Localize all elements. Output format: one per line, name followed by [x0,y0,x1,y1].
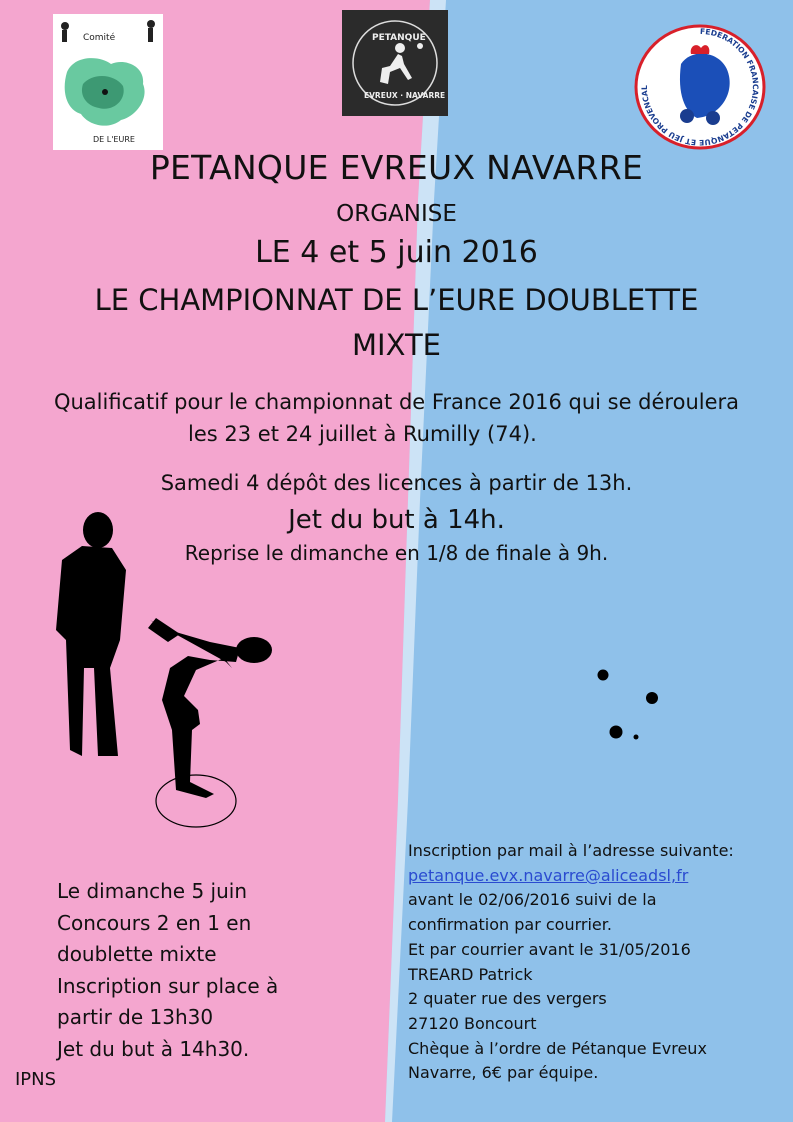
inscription-deadline: avant le 02/06/2016 suivi de la [408,890,657,910]
throwing-player-silhouette [148,618,272,798]
sunday-contest-line: Le dimanche 5 juin [57,879,247,903]
club-logo-top-text: PETANQUE [372,33,426,43]
comite-logo-top-text: Comité [83,33,116,43]
cochonnet [634,735,639,740]
inscription-mail-deadline: Et par courrier avant le 31/05/2016 [408,939,691,959]
players-illustration [0,500,793,840]
qualification-line1: Qualificatif pour le championnat de France 2016 qui se déroulera [53,390,740,414]
inscription-confirmation: confirmation par courrier. [408,915,612,935]
organise-label: ORGANISE [336,201,457,227]
jet-du-but-time: Jet du but à 14h. [288,505,505,535]
contact-name: TREARD Patrick [408,964,533,984]
sunday-contest-line: Concours 2 en 1 en [57,910,252,935]
sunday-contest-block [57,876,278,1065]
event-date: LE 4 et 5 juin 2016 [255,235,538,270]
club-logo-bottom-text: EVREUX · NAVARRE [364,91,446,100]
qualification-line2: les 23 et 24 juillet à Rumilly (74). [188,422,537,446]
saturday-schedule: Samedi 4 dépôt des licences à partir de 13h. [160,471,633,495]
payment-instructions-line1: Chèque à l’ordre de Pétanque Evreux [408,1038,707,1058]
club-logo [342,10,448,116]
ffpjp-federation-logo [633,24,767,150]
boule [610,726,623,739]
sunday-contest-line: doublette mixte [57,942,217,966]
ipns-mention: IPNS [15,1069,57,1090]
sunday-contest-line: Inscription sur place à [57,973,279,998]
throwing-circle [156,775,236,827]
comite-eure-logo [53,14,163,150]
inscription-block [408,839,734,1086]
contact-city: 27120 Boncourt [408,1013,537,1033]
sunday-contest-line: Jet du but à 14h30. [57,1036,250,1061]
sunday-resume: Reprise le dimanche en 1/8 de finale à 9h. [184,541,609,565]
boule [598,670,609,681]
championship-title-line1: LE CHAMPIONNAT DE L’EURE DOUBLETTE [94,283,699,317]
sunday-contest-line: partir de 13h30 [57,1005,214,1029]
payment-instructions-line2: Navarre, 6€ par équipe. [408,1063,599,1083]
email-link[interactable]: petanque.evx.navarre@aliceadsl,fr [408,865,689,885]
inscription-intro: Inscription par mail à l’adresse suivante: [408,841,734,860]
poster-title: PETANQUE EVREUX NAVARRE [149,148,644,187]
boule [646,692,658,704]
standing-player-silhouette [56,512,126,756]
comite-logo-bottom-text: DE L'EURE [93,135,135,144]
ffpjp-ring-text: FEDERATION FRANCAISE DE PETANQUE ET JEU PROVENCAL [639,26,760,148]
contact-street: 2 quater rue des vergers [408,989,607,1009]
championship-title-line2: MIXTE [352,328,441,362]
